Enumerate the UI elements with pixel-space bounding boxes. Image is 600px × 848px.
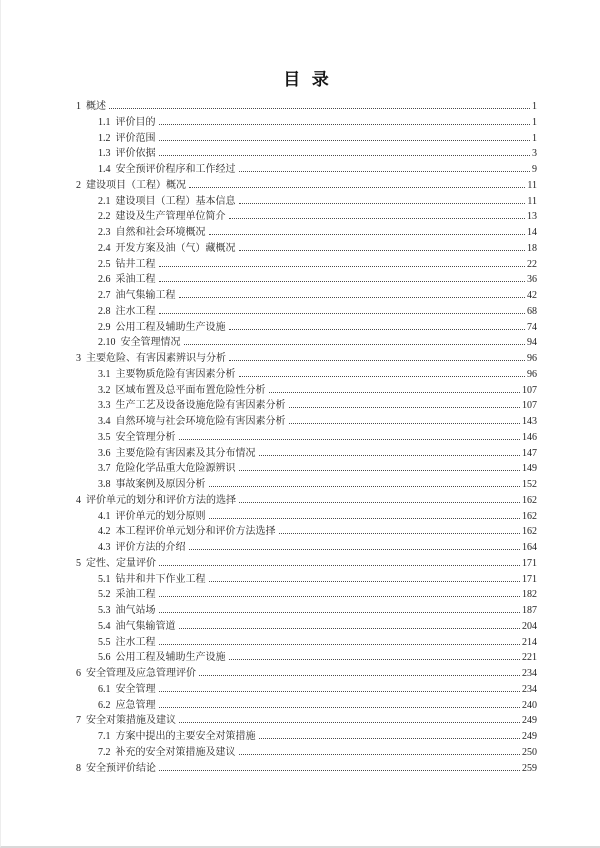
toc-entry [76,304,537,320]
toc-dot-leader [289,407,521,408]
toc-dot-leader [209,581,521,582]
toc-entry-page-number: 249 [522,715,537,727]
toc-entry-page-number: 1 [532,116,537,128]
toc-dot-leader [239,754,521,755]
toc-entry-label: 自然和社会环境概况 [115,227,206,238]
toc-entry-label: 安全管理情况 [120,337,181,349]
toc-entry-label: 定性、定量评价 [86,557,156,569]
toc-entry-number: 2.7 [98,290,111,301]
toc-entry-page-number: 162 [522,510,537,522]
toc-dot-leader [199,675,520,676]
toc-entry [76,666,537,682]
toc-dot-leader [189,549,521,550]
toc-entry [76,398,537,414]
toc-dot-leader [209,234,526,235]
toc-entry-number: 1.3 [98,148,111,160]
toc-dot-leader [159,565,520,566]
toc-entry [76,225,537,241]
toc-entry-number: 2.10 [98,337,116,349]
toc-entry-page-number: 171 [522,573,537,585]
toc-dot-leader [209,518,521,519]
toc-entry-page-number: 22 [527,258,537,270]
toc-entry-page-number: 1 [532,101,537,112]
toc-dot-leader [229,360,525,361]
toc-entry [76,477,537,493]
toc-entry [76,635,537,651]
toc-entry-page-number: 107 [522,400,537,412]
toc-entry [76,241,537,257]
toc-dot-leader [179,722,520,723]
toc-dot-leader [159,770,520,771]
toc-entry [76,572,537,588]
toc-entry [76,729,537,745]
toc-entry-page-number: 42 [527,290,537,301]
toc-entry [76,446,537,462]
toc-entry-page-number: 94 [527,337,537,349]
toc-entry-label: 安全对策措施及建议 [86,715,176,727]
toc-entry-number: 4 [76,494,81,506]
toc-dot-leader [229,329,526,330]
toc-entry-label: 安全预评价程序和工作经过 [115,164,236,175]
toc-entry-label: 评价范围 [115,132,156,144]
toc-dot-leader [239,250,526,251]
toc-entry [76,131,537,147]
toc-entry-page-number: 187 [522,605,537,616]
toc-entry [76,493,537,509]
toc-entry-page-number: 149 [522,463,537,475]
toc-entry-number: 3.3 [98,400,111,412]
toc-entry-number: 6.1 [98,683,111,695]
toc-entry-number: 1 [76,101,81,112]
toc-entry-number: 2.2 [98,211,111,223]
toc-entry-label: 生产工艺及设备设施危险有害因素分析 [115,400,286,412]
toc-entry [76,713,537,729]
toc-entry-page-number: 9 [532,164,537,175]
toc-entry [76,461,537,477]
toc-dot-leader [239,376,526,377]
toc-entry-label: 开发方案及油（气）藏概况 [115,242,236,254]
toc-entry-number: 3.5 [98,431,111,443]
toc-entry-label: 建设项目（工程）基本信息 [115,195,236,207]
toc-entry-number: 3.1 [98,368,111,380]
toc-entry-number: 3.6 [98,447,111,459]
toc-entry-label: 公用工程及辅助生产设施 [115,321,226,333]
toc-entry [76,351,537,367]
toc-entry-number: 3.8 [98,479,111,490]
toc-entry-label: 钻井工程 [115,258,156,270]
toc-entry [76,209,537,225]
toc-entry-number: 4.1 [98,510,111,522]
toc-entry [76,414,537,430]
toc-entry-page-number: 171 [522,557,537,569]
toc-dot-leader [184,344,526,345]
toc-entry [76,272,537,288]
toc-entry-label: 安全管理分析 [115,431,176,443]
toc-entry-page-number: 221 [522,652,537,664]
toc-entry [76,320,537,336]
toc-entry-label: 主要危险、有害因素辨识与分析 [86,353,226,364]
toc-entry-label: 注水工程 [115,305,156,317]
toc-entry [76,194,537,210]
toc-entry-number: 4.3 [98,542,111,553]
toc-entry-page-number: 36 [527,274,537,286]
toc-entry [76,430,537,446]
toc-entry-number: 5.1 [98,573,111,585]
toc-entry-page-number: 152 [522,479,537,490]
toc-entry-page-number: 1 [532,132,537,144]
toc-entry-number: 7 [76,715,81,727]
toc-entry [76,603,537,619]
toc-entry-page-number: 214 [522,636,537,648]
toc-entry-page-number: 250 [522,746,537,758]
toc-dot-leader [239,502,520,503]
toc-entry-number: 5 [76,557,81,569]
toc-entry-label: 危险化学品重大危险源辨识 [115,463,236,475]
toc-entry-page-number: 96 [527,353,537,364]
toc-dot-leader [289,423,521,424]
toc-entry-label: 评价方法的介绍 [115,542,186,553]
toc-entry [76,556,537,572]
toc-dot-leader [189,187,525,188]
toc-entry-number: 7.1 [98,731,111,742]
toc-entry-number: 1.1 [98,116,111,128]
toc-dot-leader [179,439,521,440]
toc-entry-number: 2.8 [98,305,111,317]
toc-entry [76,178,537,194]
toc-entry-page-number: 146 [522,431,537,443]
toc-entry-label: 本工程评价单元划分和评价方法选择 [115,526,276,538]
toc-dot-leader [159,140,531,141]
toc-entry-label: 安全管理 [115,683,156,695]
toc-entry-number: 3.4 [98,416,111,427]
toc-entry-label: 评价目的 [115,116,156,128]
toc-dot-leader [269,392,521,393]
toc-entry [76,587,537,603]
toc-entry-label: 油气集输工程 [115,290,176,301]
toc-entry-number: 1.2 [98,132,111,144]
toc-entry [76,99,537,115]
toc-entry-page-number: 74 [527,321,537,333]
toc-dot-leader [239,171,531,172]
toc-entry [76,698,537,714]
toc-dot-leader [159,124,531,125]
toc-entry [76,745,537,761]
toc-entry-page-number: 147 [522,447,537,459]
toc-entry-label: 采油工程 [115,589,156,601]
toc-entry-label: 油气集输管道 [115,620,176,632]
toc-entry-number: 2.5 [98,258,111,270]
toc-entry-page-number: 107 [522,384,537,396]
toc-entry-number: 7.2 [98,746,111,758]
toc-dot-leader [209,486,521,487]
toc-dot-leader [159,644,521,645]
toc-entry-page-number: 182 [522,589,537,601]
toc-dot-leader [159,596,521,597]
toc-entry-number: 2.1 [98,195,111,207]
toc-entry-page-number: 143 [522,416,537,427]
toc-dot-leader [159,313,526,314]
toc-entry-label: 补充的安全对策措施及建议 [115,746,236,758]
toc-entry-label: 评价单元的划分原则 [115,510,206,522]
toc-entry-label: 概述 [86,101,106,112]
toc-entry [76,288,537,304]
toc-entry [76,619,537,635]
toc-dot-leader [229,218,526,219]
toc-entry [76,115,537,131]
toc-entry-label: 建设及生产管理单位简介 [115,211,226,223]
toc-entry-label: 钻井和井下作业工程 [115,573,206,585]
toc-entry-number: 3.2 [98,384,111,396]
toc-entry-page-number: 162 [522,526,537,538]
toc-entry-page-number: 18 [527,242,537,254]
toc-entry-label: 建设项目（工程）概况 [86,179,186,191]
toc-dot-leader [109,108,530,109]
toc-entry-label: 方案中提出的主要安全对策措施 [115,731,256,742]
toc-dot-leader [159,691,521,692]
toc-entry-number: 2 [76,179,81,191]
toc-entry [76,650,537,666]
toc-dot-leader [239,470,521,471]
toc-dot-leader [159,266,526,267]
toc-entry-label: 注水工程 [115,636,156,648]
toc-entry-page-number: 68 [527,305,537,317]
toc-entry-page-number: 14 [527,227,537,238]
toc-list [76,99,537,776]
toc-entry-page-number: 240 [522,699,537,711]
toc-entry [76,540,537,556]
toc-entry-label: 应急管理 [115,699,156,711]
toc-entry-label: 油气站场 [115,605,156,616]
toc-dot-leader [179,297,526,298]
toc-entry-page-number: 162 [522,494,537,506]
toc-entry [76,383,537,399]
toc-entry-label: 自然环境与社会环境危险有害因素分析 [115,416,286,427]
toc-entry [76,257,537,273]
toc-entry-label: 主要危险有害因素及其分布情况 [115,447,256,459]
toc-entry-label: 区域布置及总平面布置危险性分析 [115,384,266,396]
toc-entry-page-number: 11 [527,179,537,191]
toc-entry-number: 2.6 [98,274,111,286]
toc-entry-page-number: 204 [522,620,537,632]
toc-entry-number: 2.3 [98,227,111,238]
page-title: 目 录 [283,70,330,89]
toc-entry-number: 5.5 [98,636,111,648]
toc-entry-page-number: 3 [532,148,537,160]
toc-entry [76,335,537,351]
toc-entry-label: 采油工程 [115,274,156,286]
toc-dot-leader [279,533,521,534]
toc-entry-label: 安全预评价结论 [86,762,156,774]
toc-dot-leader [239,203,526,204]
toc-entry-number: 1.4 [98,164,111,175]
toc-entry-page-number: 249 [522,731,537,742]
toc-entry-number: 8 [76,762,81,774]
toc-entry [76,146,537,162]
toc-entry-label: 评价单元的划分和评价方法的选择 [86,494,236,506]
toc-entry-number: 6 [76,668,81,679]
toc-entry-label: 安全管理及应急管理评价 [86,668,196,679]
toc-dot-leader [229,659,521,660]
toc-entry-page-number: 234 [522,683,537,695]
toc-entry-label: 主要物质危险有害因素分析 [115,368,236,380]
toc-dot-leader [179,628,521,629]
toc-entry-page-number: 96 [527,368,537,380]
toc-entry-number: 3 [76,353,81,364]
toc-entry [76,367,537,383]
toc-dot-leader [159,281,526,282]
toc-dot-leader [159,155,531,156]
toc-entry-label: 公用工程及辅助生产设施 [115,652,226,664]
toc-entry [76,524,537,540]
toc-entry-number: 4.2 [98,526,111,538]
toc-entry [76,509,537,525]
toc-dot-leader [159,707,521,708]
toc-entry-page-number: 13 [527,211,537,223]
toc-entry-number: 2.9 [98,321,111,333]
toc-dot-leader [259,455,521,456]
toc-entry-number: 6.2 [98,699,111,711]
toc-entry-page-number: 234 [522,668,537,679]
toc-entry-number: 5.6 [98,652,111,664]
toc-entry [76,162,537,178]
toc-entry-number: 5.3 [98,605,111,616]
toc-entry-page-number: 11 [527,195,537,207]
toc-entry-number: 5.4 [98,620,111,632]
toc-entry-number: 2.4 [98,242,111,254]
toc-entry-label: 评价依据 [115,148,156,160]
toc-entry-number: 5.2 [98,589,111,601]
toc-entry-page-number: 259 [522,762,537,774]
toc-entry-page-number: 164 [522,542,537,553]
toc-entry-label: 事故案例及原因分析 [115,479,206,490]
toc-entry-number: 3.7 [98,463,111,475]
toc-entry [76,682,537,698]
toc-dot-leader [159,612,521,613]
toc-entry [76,761,537,777]
toc-dot-leader [259,738,521,739]
